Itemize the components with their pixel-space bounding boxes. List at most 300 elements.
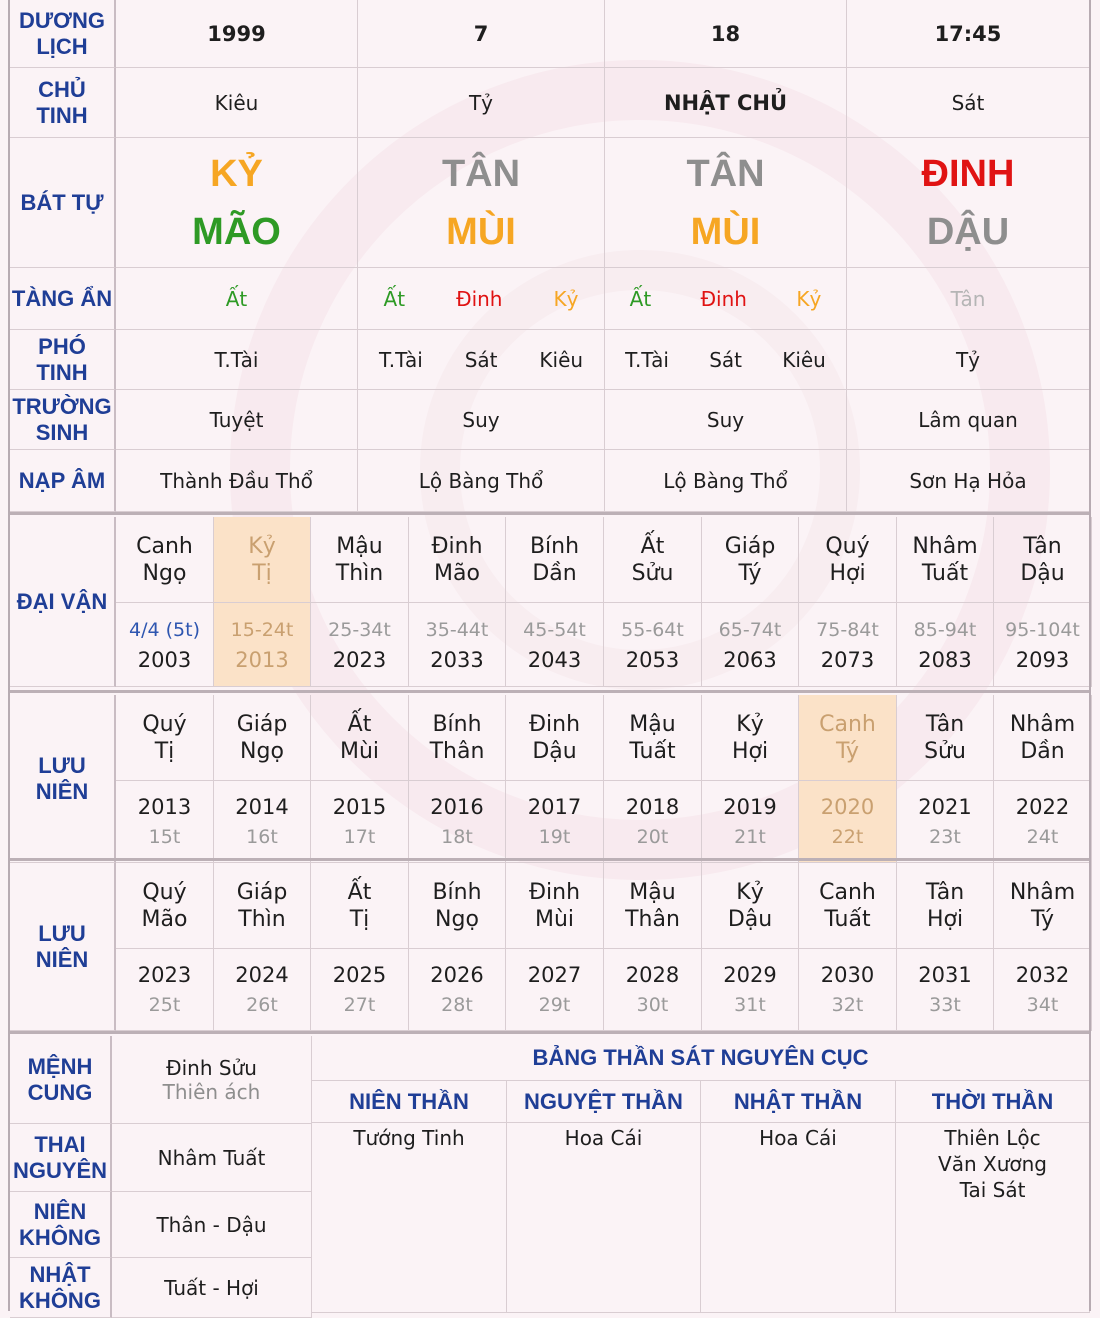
label-text: PHÓ TINH — [36, 333, 88, 385]
date-value: 1999 — [207, 21, 266, 46]
luu-nien-year — [116, 781, 214, 863]
can: Ất — [640, 533, 665, 559]
chi: Tị — [252, 560, 272, 586]
year: 2016 — [430, 794, 484, 819]
chu-tinh-cell — [605, 68, 847, 138]
luu-nien-year — [214, 949, 311, 1031]
chi: Dần — [532, 560, 577, 586]
year: 2021 — [918, 794, 972, 819]
start-year: 2043 — [527, 647, 582, 672]
label-tang-an — [10, 268, 116, 330]
than-sat-item: Tai Sát — [959, 1178, 1026, 1202]
tang-an-item: Ất — [225, 286, 248, 311]
can: Nhâm — [912, 533, 978, 559]
luu-nien-year — [409, 781, 506, 863]
duong-lich-cell — [847, 0, 1090, 68]
age: 18t — [441, 825, 473, 848]
duong-lich-cell — [358, 0, 605, 68]
chi: Dần — [1020, 738, 1065, 764]
age-range: 85-94t — [913, 618, 977, 641]
dai-van-period — [409, 603, 506, 687]
nien-khong-value: Thân - Dậu — [156, 1212, 267, 1237]
pho-tinh-item: Kiêu — [782, 347, 826, 372]
chi: Dậu — [727, 906, 773, 932]
chi: Hợi — [926, 906, 964, 932]
than-sat-title-text: BẢNG THẦN SÁT NGUYÊN CỤC — [532, 1045, 869, 1070]
can: Mậu — [336, 533, 383, 559]
label-text: TÀNG ẨN — [11, 285, 113, 311]
label-nap-am — [10, 450, 116, 512]
year: 2018 — [625, 794, 680, 819]
chi: Dậu — [1020, 560, 1065, 586]
start-year: 2013 — [235, 647, 289, 672]
pho-tinh-item: T.Tài — [625, 347, 669, 372]
label-dai-van — [10, 517, 116, 687]
tang-an-item: Kỷ — [796, 286, 822, 311]
label-text: ĐẠI VẬN — [16, 588, 108, 614]
than-sat-header-text: THỜI THẦN — [931, 1088, 1054, 1114]
luu-nien-pillar — [604, 695, 702, 781]
start-year: 2083 — [918, 647, 972, 672]
label-luu-nien-1 — [10, 695, 116, 863]
can: Giáp — [236, 879, 288, 905]
luu-nien-year — [702, 781, 799, 863]
than-sat-item: Văn Xương — [938, 1152, 1047, 1176]
label-pho-tinh — [10, 330, 116, 390]
age-range: 95-104t — [1005, 618, 1080, 641]
tang-an-cell — [358, 268, 605, 330]
dia-chi: DẬU — [926, 210, 1010, 253]
label-text: DƯƠNG LỊCH — [19, 7, 105, 59]
thai-nguyen-cell — [112, 1124, 312, 1192]
can: Kỷ — [736, 879, 764, 905]
luu-nien-year — [897, 781, 994, 863]
dai-van-period — [116, 603, 214, 687]
dai-van-period — [506, 603, 604, 687]
year: 2030 — [820, 962, 875, 987]
duong-lich-cell — [116, 0, 358, 68]
luu-nien-pillar — [897, 695, 994, 781]
truong-sinh-value: Suy — [462, 407, 500, 432]
luu-nien-year — [994, 949, 1092, 1031]
dai-van-pillar — [604, 517, 702, 603]
pho-tinh-item: Tỷ — [955, 347, 981, 372]
year: 2028 — [625, 962, 680, 987]
label-nhat-khong — [10, 1258, 112, 1318]
dai-van-pillar — [311, 517, 409, 603]
luu-nien-pillar — [214, 863, 311, 949]
can: Canh — [136, 533, 193, 559]
thien-can: TÂN — [686, 152, 765, 195]
thien-can: KỶ — [210, 152, 263, 195]
label-chu-tinh — [10, 68, 116, 138]
chi: Tý — [738, 560, 762, 586]
dia-chi: MÙI — [690, 210, 761, 253]
pho-tinh-cell — [847, 330, 1090, 390]
than-sat-values — [701, 1123, 896, 1313]
chi: Hợi — [829, 560, 866, 586]
chi: Mùi — [534, 906, 575, 932]
luu-nien-pillar — [994, 695, 1092, 781]
tang-an-cell — [605, 268, 847, 330]
dia-chi: MÙI — [446, 210, 516, 253]
luu-nien-year — [897, 949, 994, 1031]
age: 28t — [441, 993, 473, 1016]
than-sat-values — [896, 1123, 1090, 1313]
can: Tân — [925, 711, 965, 737]
label-text: CHỦ TINH — [36, 76, 88, 128]
label-menh-cung — [10, 1036, 112, 1124]
can: Nhâm — [1009, 711, 1076, 737]
age: 32t — [831, 993, 864, 1016]
section-divider — [8, 690, 1090, 693]
label-truong-sinh — [10, 390, 116, 450]
truong-sinh-cell — [358, 390, 605, 450]
can: Giáp — [724, 533, 776, 559]
age: 23t — [929, 825, 961, 848]
tang-an-group — [358, 287, 604, 311]
age-range: 35-44t — [425, 618, 489, 641]
label-text: NẠP ÂM — [18, 467, 106, 493]
section-divider — [8, 1031, 1090, 1034]
year: 2029 — [723, 962, 777, 987]
chi: Tị — [349, 906, 370, 932]
pho-tinh-item: T.Tài — [378, 347, 423, 372]
chi: Ngọ — [435, 906, 479, 932]
section-divider — [8, 858, 1090, 861]
luu-nien-year — [311, 949, 409, 1031]
can: Giáp — [236, 711, 288, 737]
age-range: 4/4 (5t) — [129, 618, 200, 641]
luu-nien-pillar — [409, 863, 506, 949]
dia-chi: MÃO — [192, 210, 281, 253]
label-text: NIÊN KHÔNG — [19, 1198, 101, 1250]
chi: Tuất — [921, 560, 969, 586]
label-text: BÁT TỰ — [20, 189, 104, 215]
thai-nguyen-value: Nhâm Tuất — [157, 1145, 266, 1170]
dai-van-pillar — [506, 517, 604, 603]
start-year: 2063 — [723, 647, 777, 672]
luu-nien-year — [799, 781, 897, 863]
age: 20t — [636, 825, 669, 848]
luu-nien-year — [799, 949, 897, 1031]
menh-cung-cell — [112, 1036, 312, 1124]
can: Tân — [1023, 533, 1062, 559]
year: 2032 — [1015, 962, 1070, 987]
nap-am-cell — [116, 450, 358, 512]
pho-tinh-item: Sát — [709, 347, 742, 372]
label-text: TRƯỜNG SINH — [12, 393, 112, 445]
luu-nien-pillar — [799, 695, 897, 781]
year: 2026 — [430, 962, 484, 987]
age-range: 25-34t — [328, 618, 391, 641]
nap-am-cell — [358, 450, 605, 512]
bat-tu-cell — [358, 138, 605, 268]
chi: Sửu — [924, 738, 966, 764]
than-sat-item: Thiên Lộc — [944, 1126, 1041, 1150]
can: Đinh — [528, 711, 581, 737]
can: Ất — [347, 711, 372, 737]
chi: Tý — [835, 738, 860, 764]
chi: Mùi — [339, 738, 380, 764]
than-sat-item: Hoa Cái — [759, 1126, 837, 1150]
can: Tân — [925, 879, 965, 905]
luu-nien-year — [604, 781, 702, 863]
luu-nien-pillar — [214, 695, 311, 781]
label-duong-lich — [10, 0, 116, 68]
dai-van-pillar — [799, 517, 897, 603]
pho-tinh-group — [116, 348, 357, 372]
pho-tinh-item: Sát — [464, 347, 498, 372]
year: 2020 — [820, 794, 875, 819]
thien-can: TÂN — [441, 152, 521, 195]
chi: Tý — [1030, 906, 1055, 932]
luu-nien-year — [506, 949, 604, 1031]
chi: Thìn — [238, 906, 286, 932]
year: 2027 — [527, 962, 582, 987]
age: 31t — [734, 993, 766, 1016]
nap-am-cell — [605, 450, 847, 512]
tang-an-item: Kỷ — [553, 286, 579, 311]
age-range: 15-24t — [230, 618, 294, 641]
pho-tinh-cell — [116, 330, 358, 390]
bat-tu-cell — [847, 138, 1090, 268]
age: 33t — [929, 993, 961, 1016]
can: Bính — [529, 533, 580, 559]
than-sat-header — [896, 1081, 1090, 1123]
luu-nien-pillar — [116, 863, 214, 949]
nap-am-value: Sơn Hạ Hỏa — [909, 468, 1027, 493]
than-sat-header — [701, 1081, 896, 1123]
age-range: 65-74t — [718, 618, 782, 641]
chi: Thìn — [335, 560, 384, 586]
luu-nien-pillar — [311, 695, 409, 781]
duong-lich-cell — [605, 0, 847, 68]
year: 2022 — [1015, 794, 1070, 819]
truong-sinh-cell — [605, 390, 847, 450]
label-text: THAI NGUYÊN — [12, 1131, 108, 1183]
chu-tinh-cell — [847, 68, 1090, 138]
can: Canh — [819, 711, 876, 737]
age: 30t — [636, 993, 669, 1016]
label-text: NHẬT KHÔNG — [19, 1261, 101, 1313]
age: 16t — [246, 825, 278, 848]
dai-van-pillar — [897, 517, 994, 603]
than-sat-values — [312, 1123, 507, 1313]
age: 21t — [734, 825, 766, 848]
chu-tinh-value: Tỷ — [468, 90, 494, 115]
year: 2031 — [918, 962, 972, 987]
luu-nien-year — [994, 781, 1092, 863]
age: 29t — [538, 993, 571, 1016]
label-bat-tu — [10, 138, 116, 268]
chi: Ngọ — [142, 560, 187, 586]
start-year: 2053 — [625, 647, 680, 672]
can: Canh — [819, 879, 876, 905]
label-text: MỆNH CUNG — [27, 1053, 93, 1105]
can: Bính — [432, 711, 482, 737]
age: 17t — [343, 825, 376, 848]
tang-an-cell — [116, 268, 358, 330]
chi: Tị — [154, 738, 175, 764]
can: Bính — [432, 879, 482, 905]
label-luu-nien-2 — [10, 863, 116, 1031]
start-year: 2073 — [820, 647, 875, 672]
luu-nien-pillar — [897, 863, 994, 949]
luu-nien-year — [702, 949, 799, 1031]
age: 34t — [1026, 993, 1059, 1016]
tang-an-item: Ất — [629, 286, 652, 311]
chi: Sửu — [631, 560, 674, 586]
than-sat-item: Tướng Tinh — [353, 1126, 465, 1150]
dai-van-pillar — [214, 517, 311, 603]
than-sat-header — [507, 1081, 701, 1123]
thien-can: ĐINH — [921, 152, 1015, 195]
dai-van-pillar — [994, 517, 1092, 603]
chi: Thân — [429, 738, 485, 764]
chi: Mão — [434, 560, 480, 586]
chu-tinh-value: Sát — [951, 90, 985, 115]
luu-nien-pillar — [799, 863, 897, 949]
year: 2014 — [235, 794, 289, 819]
chi: Ngọ — [240, 738, 284, 764]
menh-cung-sub: Thiên ách — [162, 1079, 261, 1104]
pho-tinh-cell — [358, 330, 605, 390]
pho-tinh-group — [605, 348, 846, 372]
chi: Tuất — [629, 738, 676, 764]
chi: Hợi — [731, 738, 769, 764]
start-year: 2093 — [1015, 647, 1070, 672]
pho-tinh-cell — [605, 330, 847, 390]
year: 2013 — [137, 794, 192, 819]
age-range: 55-64t — [621, 618, 684, 641]
can: Đinh — [431, 533, 483, 559]
nhat-khong-value: Tuất - Hợi — [164, 1275, 259, 1300]
than-sat-header-text: NIÊN THẦN — [349, 1088, 469, 1114]
than-sat-item: Hoa Cái — [564, 1126, 643, 1150]
age: 25t — [148, 993, 181, 1016]
start-year: 2023 — [332, 647, 387, 672]
truong-sinh-value: Suy — [706, 407, 745, 432]
pho-tinh-group — [358, 348, 604, 372]
luu-nien-pillar — [409, 695, 506, 781]
label-text: LƯU NIÊN — [35, 920, 89, 972]
tang-an-cell — [847, 268, 1090, 330]
bat-tu-cell — [116, 138, 358, 268]
dai-van-period — [799, 603, 897, 687]
can: Quý — [142, 879, 187, 905]
label-text: LƯU NIÊN — [35, 752, 89, 804]
nap-am-value: Lộ Bàng Thổ — [663, 468, 788, 493]
tang-an-group — [116, 287, 357, 311]
chu-tinh-cell — [358, 68, 605, 138]
menh-cung-value: Đinh Sửu — [166, 1055, 257, 1080]
luu-nien-pillar — [506, 695, 604, 781]
left-border — [8, 0, 10, 1311]
luu-nien-year — [506, 781, 604, 863]
chi: Tuất — [824, 906, 871, 932]
luu-nien-pillar — [506, 863, 604, 949]
date-value: 18 — [710, 21, 741, 46]
year: 2015 — [332, 794, 387, 819]
can: Ất — [347, 879, 372, 905]
year: 2023 — [137, 962, 192, 987]
age: 15t — [148, 825, 181, 848]
can: Mậu — [629, 879, 676, 905]
than-sat-values — [507, 1123, 701, 1313]
pho-tinh-group — [847, 348, 1089, 372]
year: 2017 — [527, 794, 582, 819]
luu-nien-pillar — [994, 863, 1092, 949]
dai-van-period — [214, 603, 311, 687]
than-sat-header-text: NHẬT THẦN — [733, 1088, 863, 1114]
age: 19t — [538, 825, 571, 848]
age-range: 75-84t — [816, 618, 879, 641]
dai-van-period — [311, 603, 409, 687]
truong-sinh-value: Tuyệt — [209, 407, 264, 432]
can: Đinh — [528, 879, 581, 905]
label-thai-nguyen — [10, 1124, 112, 1192]
tang-an-item: Ất — [383, 286, 406, 311]
tang-an-item: Tân — [950, 286, 986, 311]
than-sat-title — [312, 1036, 1090, 1081]
chu-tinh-cell — [116, 68, 358, 138]
age: 27t — [343, 993, 376, 1016]
tang-an-group — [605, 287, 846, 311]
bat-tu-cell — [605, 138, 847, 268]
date-value: 17:45 — [934, 21, 1002, 46]
chi: Mão — [141, 906, 188, 932]
than-sat-header — [312, 1081, 507, 1123]
can: Quý — [825, 533, 870, 559]
luu-nien-year — [116, 949, 214, 1031]
start-year: 2003 — [137, 647, 192, 672]
year: 2024 — [235, 962, 289, 987]
luu-nien-year — [214, 781, 311, 863]
chu-tinh-value: Kiêu — [214, 90, 259, 115]
luu-nien-pillar — [604, 863, 702, 949]
dai-van-period — [604, 603, 702, 687]
nien-khong-cell — [112, 1192, 312, 1258]
tang-an-item: Đinh — [456, 286, 503, 311]
nap-am-value: Lộ Bàng Thổ — [418, 468, 544, 493]
luu-nien-pillar — [702, 695, 799, 781]
age: 24t — [1026, 825, 1059, 848]
truong-sinh-cell — [847, 390, 1090, 450]
luu-nien-pillar — [702, 863, 799, 949]
age: 26t — [246, 993, 278, 1016]
dai-van-pillar — [409, 517, 506, 603]
nhat-khong-cell — [112, 1258, 312, 1318]
can: Kỷ — [736, 711, 764, 737]
age-range: 45-54t — [523, 618, 586, 641]
dai-van-period — [702, 603, 799, 687]
pho-tinh-item: Kiêu — [539, 347, 584, 372]
section-divider — [8, 512, 1090, 515]
luu-nien-pillar — [116, 695, 214, 781]
year: 2019 — [723, 794, 777, 819]
luu-nien-year — [409, 949, 506, 1031]
can: Kỷ — [248, 533, 276, 559]
truong-sinh-value: Lâm quan — [918, 407, 1018, 432]
tang-an-group — [847, 287, 1089, 311]
can: Nhâm — [1009, 879, 1076, 905]
chu-tinh-value: NHẬT CHỦ — [663, 90, 788, 115]
truong-sinh-cell — [116, 390, 358, 450]
tang-an-item: Đinh — [700, 286, 747, 311]
age: 22t — [831, 825, 864, 848]
right-border — [1089, 0, 1091, 1311]
